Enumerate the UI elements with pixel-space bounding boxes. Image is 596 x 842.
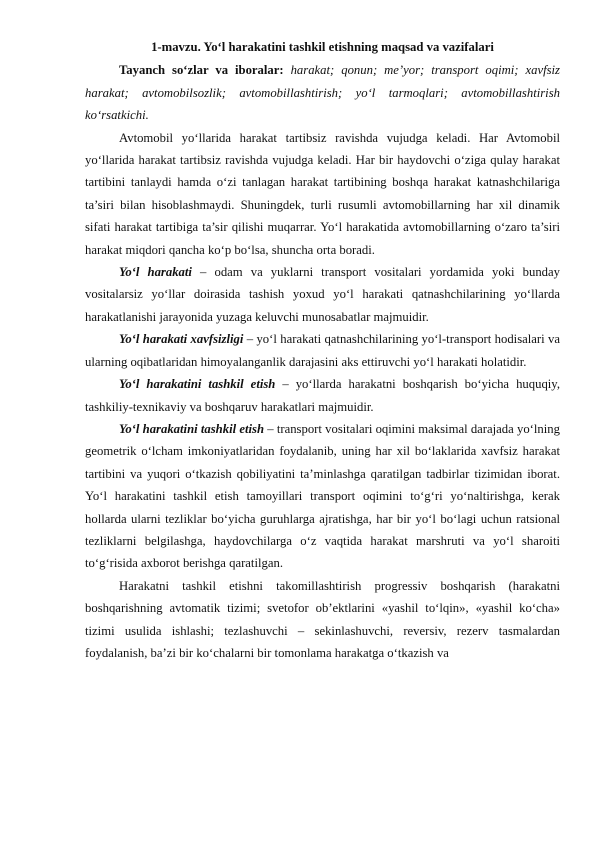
page-title: 1-mavzu. Yo‘l harakatini tashkil etishning maqsad va vazifalari xyxy=(151,40,494,54)
keywords-list: harakat; qonun; me’yor; transport oqimi; xavfsiz harakat; avtomobilsozlik; avtomobillashtirish; yo‘l tarmoqlari; avtomobillashtirish ko‘rsatkichi. xyxy=(85,63,560,123)
definition-text: – yo‘l harakati qatnashchilarining yo‘l-transport hodisalari va ularning oqibatlaridan himoyalanganlik darajasini aks ettiruvchi yo‘l harakati holatidir. xyxy=(85,332,560,369)
definition-term: Yo‘l harakati xavfsizligi xyxy=(119,332,244,347)
paragraph-text: Harakatni tashkil etishni takomillashtirish progressiv boshqarish (harakatni boshqarishning avtomatik tizimi; svetofor ob’ektlarini «yashil to‘lqin», «yashil ko‘cha» tizimi usulida ishlashi; tezlashuvchi – sekinlashuvchi, reversiv, rezerv tasmalardan foydalanish, ba’zi bir ko‘chalarni bir tomonlama harakatga o‘tkazish va xyxy=(85,578,560,660)
keywords-paragraph xyxy=(85,59,560,126)
definition-text: – yo‘llarda harakatni boshqarish bo‘yicha huquqiy, tashkiliy-texnikaviy va boshqaruv harakatlari majmuidir. xyxy=(85,377,560,414)
intro-paragraph xyxy=(85,127,560,261)
definition-term: Yo‘l harakati xyxy=(119,265,192,280)
definition-text: – odam va yuklarni transport vositalari yordamida yoki bunday vositalarsiz yo‘llar doirasida tashish yoxud yo‘l harakati qatnashchilarining yo‘llarda harakatlanishi jarayonida yuzaga keluvchi munosabatlar majmuidir. xyxy=(85,265,561,324)
definition-traffic-organization-detailed xyxy=(85,418,560,575)
definition-traffic-organization xyxy=(85,373,560,418)
keywords-label: Tayanch so‘zlar va iboralar: xyxy=(119,63,284,78)
definition-term: Yo‘l harakatini tashkil etish xyxy=(119,421,265,436)
document-page xyxy=(85,36,560,664)
improvement-paragraph xyxy=(85,575,560,665)
definition-term: Yo‘l harakatini tashkil etish xyxy=(119,377,276,392)
definition-traffic-safety xyxy=(85,328,560,373)
definition-text: – transport vositalari oqimini maksimal darajada yo‘lning geometrik o‘lcham imkoniyatlaridan foydalanib, uning har xil bo‘laklarida xavfsiz harakat tartibini va yuqori o‘tkazish qobiliyatini ta’minlashga qaratilgan tadbirlar tizimidan iborat. Yo‘l harakatini tashkil etish tamoyillari transport oqimini to‘g‘ri yo‘naltirishga, kerak hollarda ularni tezliklar bo‘yicha guruhlarga ajratishga, har bir yo‘l bo‘lagi uchun ratsional tezliklarni belgilashga, haydovchilarga o‘z vaqtida harakat marshruti va yo‘l sharoiti to‘g‘risida axborot berishga qaratilgan. xyxy=(85,421,560,571)
paragraph-text: Avtomobil yo‘llarida harakat tartibsiz ravishda vujudga keladi. Har Avtomobil yo‘llarida harakat tartibsiz ravishda vujudga keladi. Har bir haydovchi o‘ziga qulay harakat tartibini tanlaydi hamda o‘zi tanlagan harakat tartibining boshqa harakat katnashchilariga ta’siri bilan hisoblashmaydi. Shuningdek, turli rusumli avtomobillarning har xil dinamik sifati harakat tartibiga ta’sir qilishi muqarrar. Yo‘l harakatida avtomobillarning o‘zaro ta’siri harakat miqdori qancha ko‘p bo‘lsa, shuncha orta boradi. xyxy=(85,130,560,257)
definition-road-traffic xyxy=(85,261,560,328)
